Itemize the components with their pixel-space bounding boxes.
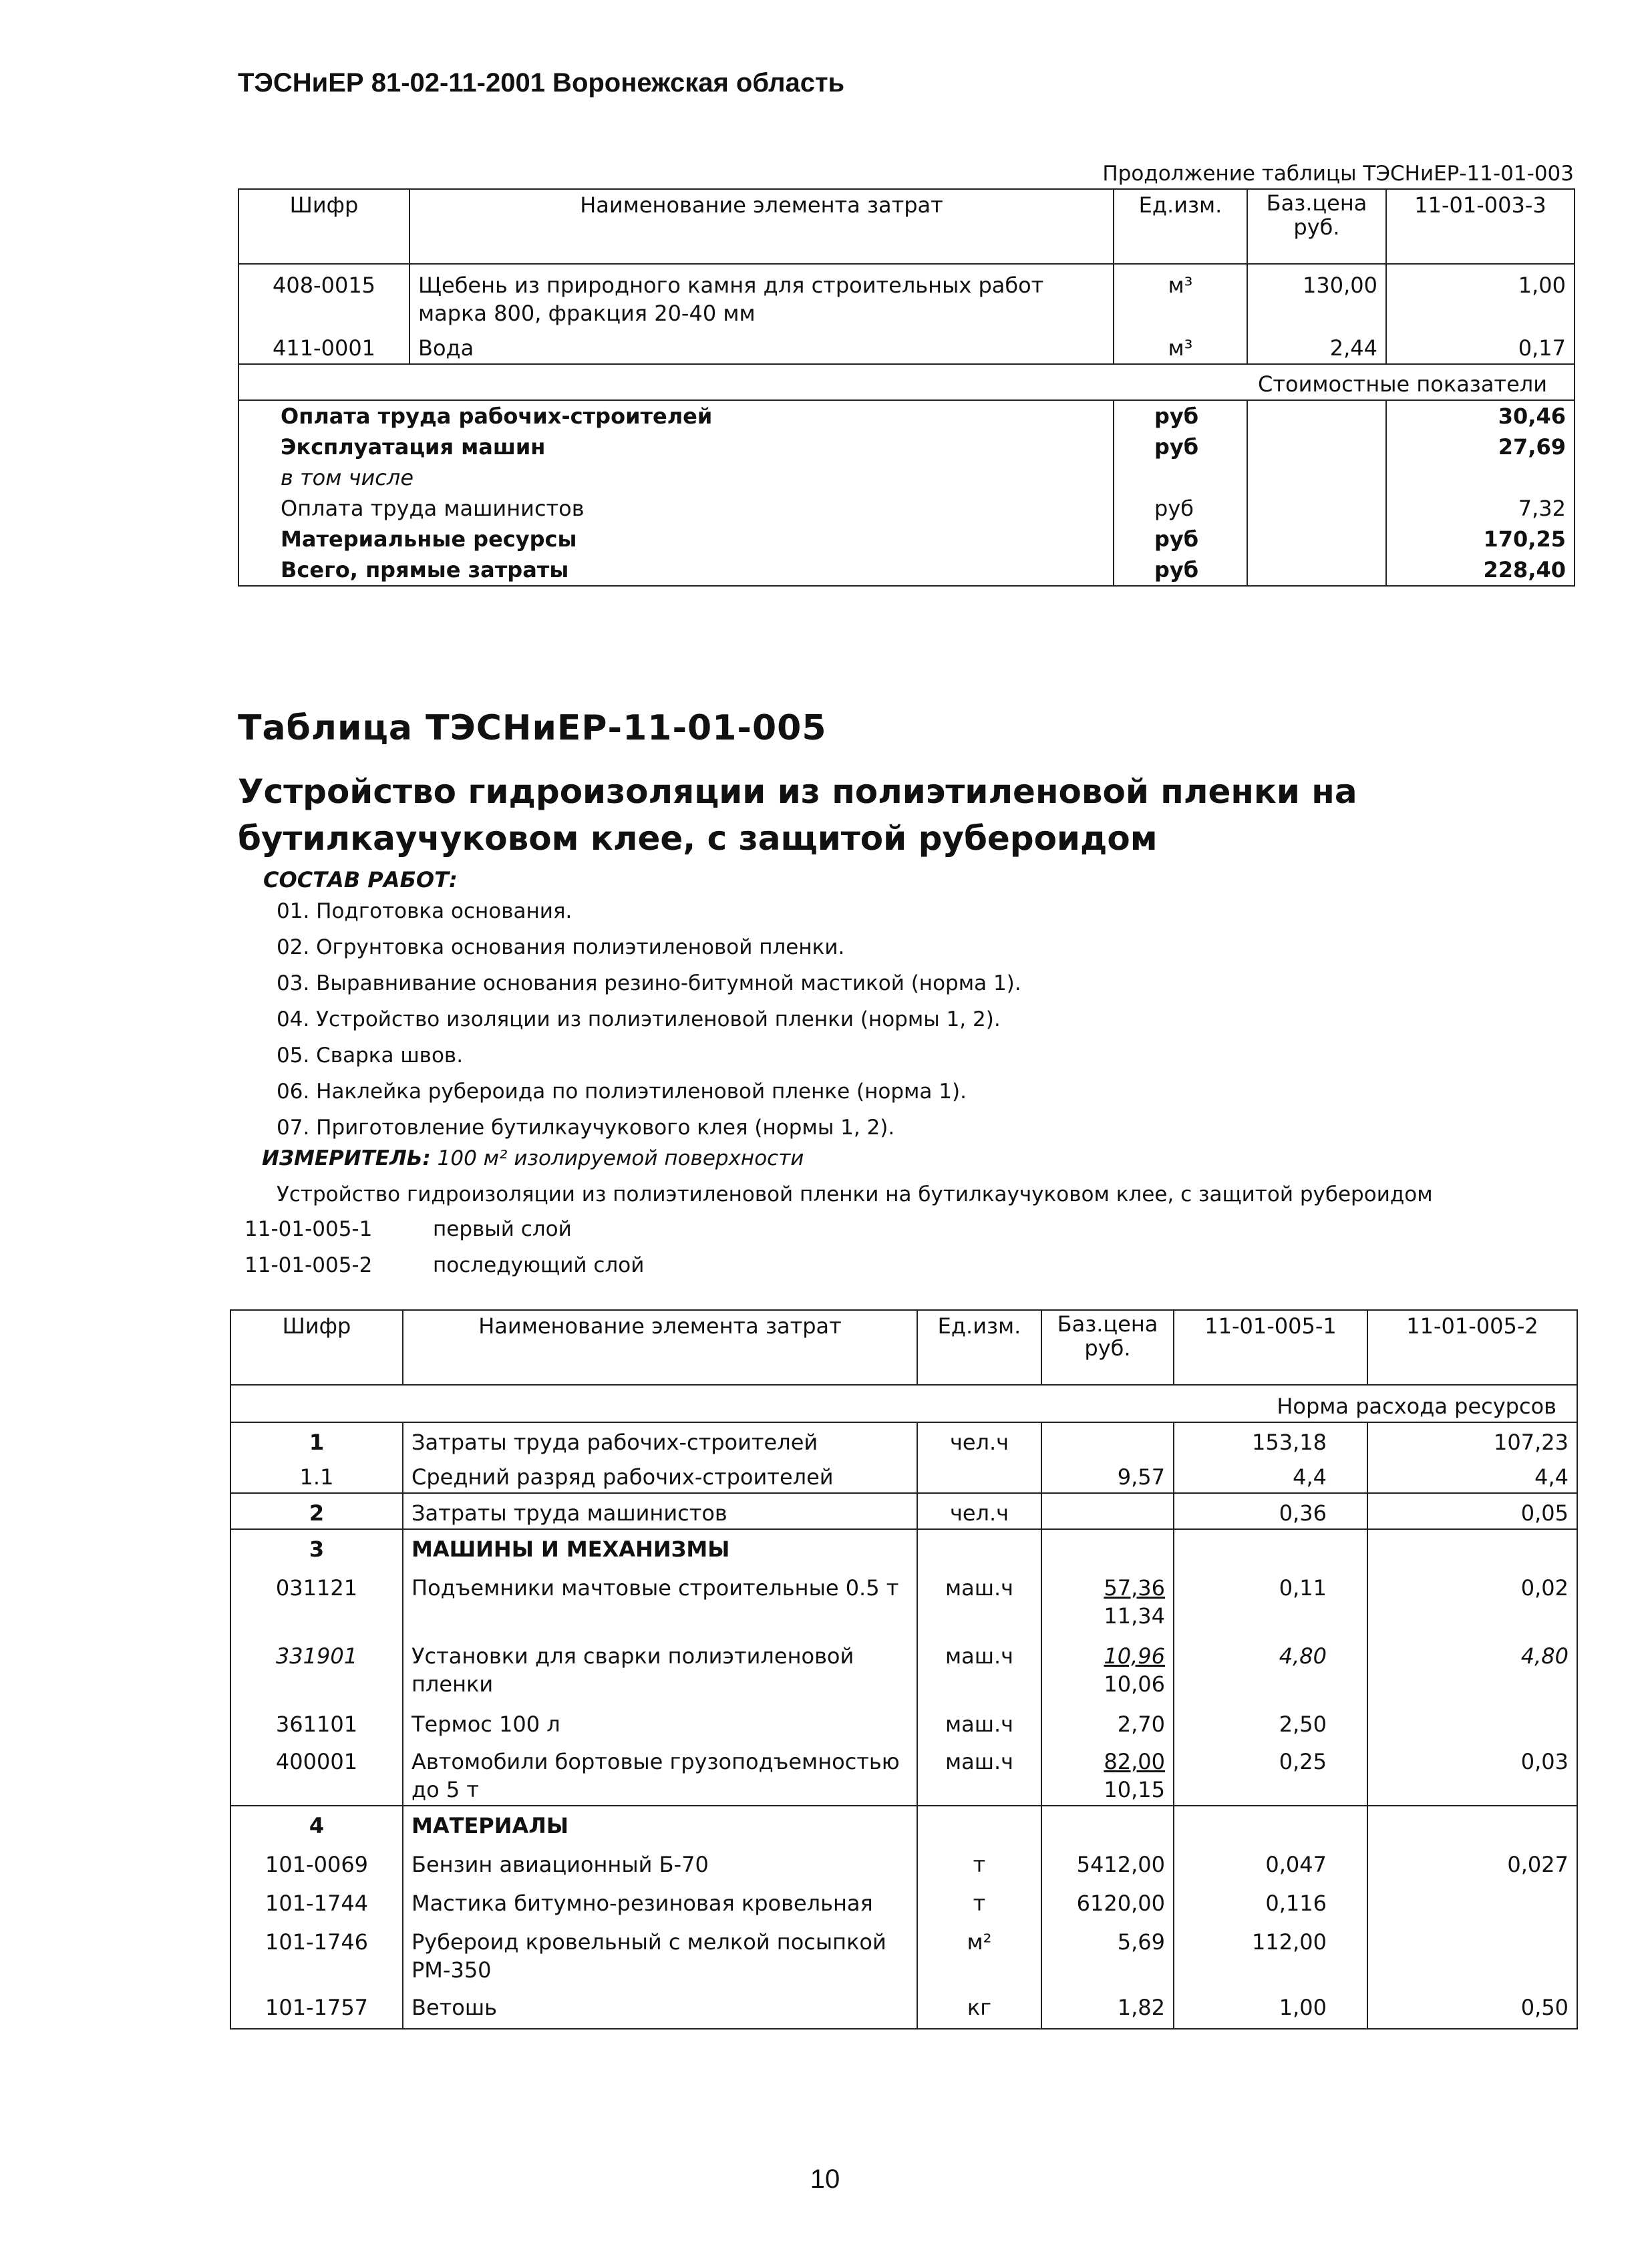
work-item: 04. Устройство изоляции из полиэтиленовой пленки (нормы 1, 2). bbox=[277, 1007, 1001, 1031]
meter-line bbox=[262, 1146, 804, 1170]
header-code: Шифр bbox=[289, 192, 359, 218]
header-price: Баз.цена руб. bbox=[1247, 189, 1386, 264]
page-number: 10 bbox=[810, 2164, 840, 2194]
table-header-row: Шифр Наименование элемента затрат Ед.изм. Баз.цена руб. 11-01-005-1 11-01-005-2 bbox=[230, 1310, 1577, 1385]
table-row: 101-1746 Рубероид кровельный с мелкой посыпкой РМ-350 м² 5,69 112,00 bbox=[230, 1919, 1577, 1985]
work-item: 06. Наклейка рубероида по полиэтиленовой пленке (норма 1). bbox=[277, 1080, 967, 1104]
table-row: 2 Затраты труда машинистов чел.ч 0,36 0,05 bbox=[230, 1493, 1577, 1529]
norm-header-row: Норма расхода ресурсов bbox=[230, 1385, 1577, 1422]
table-11-01-005 bbox=[230, 1309, 1578, 2030]
table-row: 101-0069 Бензин авиационный Б-70 т 5412,00 0,047 0,027 bbox=[230, 1841, 1577, 1880]
cost-row: Эксплуатация машин руб 27,69 bbox=[238, 432, 1575, 462]
cost-row: Оплата труда рабочих-строителей руб 30,46 bbox=[238, 400, 1575, 432]
continuation-caption: Продолжение таблицы ТЭСНиЕР-11-01-003 bbox=[1102, 162, 1574, 186]
cost-row: Всего, прямые затраты руб 228,40 bbox=[238, 554, 1575, 586]
table-row: 411-0001 Вода м³ 2,44 0,17 bbox=[238, 329, 1575, 364]
header-name: Наименование элемента затрат bbox=[409, 189, 1114, 264]
table-header-row bbox=[238, 189, 1575, 264]
work-item: 03. Выравнивание основания резино-битумной мастикой (норма 1). bbox=[277, 971, 1021, 995]
norm-code-line: 11-01-005-1 первый слой bbox=[244, 1217, 572, 1241]
page-header: ТЭСНиЕР 81-02-11-2001 Воронежская область bbox=[238, 68, 845, 98]
norm-description: Устройство гидроизоляции из полиэтиленовой пленки на бутилкаучуковом клее, с защитой рубероидом bbox=[277, 1182, 1433, 1206]
work-item: 05. Сварка швов. bbox=[277, 1043, 464, 1068]
table-row: 1.1 Средний разряд рабочих-строителей 9,57 4,4 4,4 bbox=[230, 1458, 1577, 1493]
table-row: 331901 Установки для сварки полиэтиленовой пленки маш.ч 10,96 10,06 4,80 4,80 bbox=[230, 1631, 1577, 1699]
table-row: 031121 Подъемники мачтовые строительные 0.5 т маш.ч 57,36 11,34 0,11 0,02 bbox=[230, 1565, 1577, 1631]
table-row: 400001 Автомобили бортовые грузоподъемностью до 5 т маш.ч 82,00 10,15 0,25 0,03 bbox=[230, 1740, 1577, 1806]
table-row: 101-1744 Мастика битумно-резиновая кровельная т 6120,00 0,116 bbox=[230, 1880, 1577, 1919]
table-row: 1 Затраты труда рабочих-строителей чел.ч 153,18 107,23 bbox=[230, 1422, 1577, 1458]
norm-code-line: 11-01-005-2 последующий слой bbox=[244, 1253, 645, 1277]
meter-value: 100 м² изолируемой поверхности bbox=[437, 1146, 804, 1170]
table-subtitle: Устройство гидроизоляции из полиэтиленовой пленки на бутилкаучуковом клее, с защитой рубероидом bbox=[238, 772, 1357, 858]
work-item: 07. Приготовление бутилкаучукового клея (нормы 1, 2). bbox=[277, 1116, 895, 1140]
cost-header-row: Стоимостные показатели bbox=[238, 364, 1575, 400]
header-unit: Ед.изм. bbox=[1114, 189, 1247, 264]
table-row: 361101 Термос 100 л маш.ч 2,70 2,50 bbox=[230, 1699, 1577, 1740]
table-row: 101-1757 Ветошь кг 1,82 1,00 0,50 bbox=[230, 1985, 1577, 2029]
work-item: 02. Огрунтовка основания полиэтиленовой пленки. bbox=[277, 935, 845, 959]
table-title: Таблица ТЭСНиЕР-11-01-005 bbox=[238, 708, 827, 748]
work-item: 01. Подготовка основания. bbox=[277, 899, 572, 923]
cost-row: Оплата труда машинистов руб 7,32 bbox=[238, 493, 1575, 524]
section-row-materials: 4 МАТЕРИАЛЫ bbox=[230, 1806, 1577, 1841]
work-composition-label: СОСТАВ РАБОТ: bbox=[263, 867, 458, 893]
header-col1: 11-01-003-3 bbox=[1386, 189, 1575, 264]
table-11-01-003-continuation bbox=[238, 188, 1575, 587]
table-row: 408-0015 Щебень из природного камня для строительных работ марка 800, фракция 20-40 мм м³ 130,00 1,00 bbox=[238, 264, 1575, 329]
cost-row: в том числе bbox=[238, 462, 1575, 493]
meter-label: ИЗМЕРИТЕЛЬ: bbox=[262, 1146, 431, 1170]
cost-row: Материальные ресурсы руб 170,25 bbox=[238, 524, 1575, 554]
section-row-machines: 3 МАШИНЫ И МЕХАНИЗМЫ bbox=[230, 1529, 1577, 1565]
